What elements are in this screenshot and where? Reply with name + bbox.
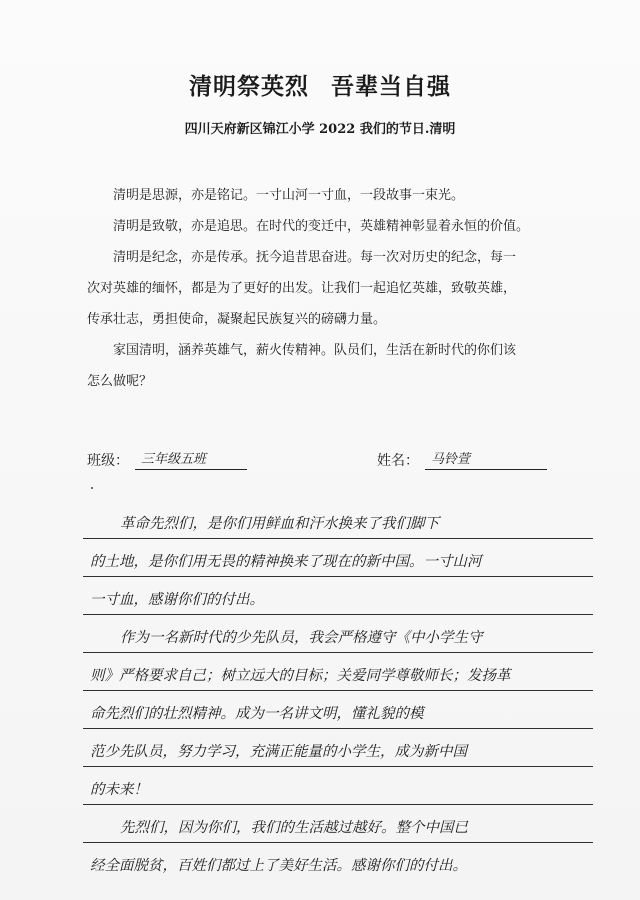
essay-line-1: 革命先烈们，是你们用鲜血和汗水换来了我们脚下 — [120, 516, 439, 532]
intro-paragraph-2: 清明是致敬，亦是追思。在时代的变迁中，英雄精神彰显着永恒的价值。 — [113, 219, 530, 234]
name-label: 姓名： — [377, 453, 419, 469]
class-value: 三年级五班 — [135, 451, 247, 470]
title-part-2: 吾辈当自强 — [331, 74, 451, 100]
page-title — [0, 68, 640, 101]
intro-paragraph-3-line-3: 传承壮志，勇担使命，凝聚起民族复兴的磅礴力量。 — [87, 312, 387, 327]
essay-line-2: 的土地，是你们用无畏的精神换来了现在的新中国。一寸山河 — [90, 554, 482, 570]
intro-paragraph-3-line-1: 清明是纪念，亦是传承。抚今追昔思奋进。每一次对历史的纪念，每一 — [113, 250, 517, 265]
essay-line-4: 作为一名新时代的少先队员，我会严格遵守《中小学生守 — [120, 630, 483, 646]
page-subtitle: 四川天府新区锦江小学 2022 我们的节日.清明 — [184, 122, 456, 137]
essay-line-9: 先烈们，因为你们，我们的生活越过越好。整个中国已 — [120, 820, 468, 836]
class-label: 班级： — [87, 453, 129, 469]
intro-paragraph-4-line-1: 家国清明，涵养英雄气，薪火传精神。队员们，生活在新时代的你们该 — [113, 343, 517, 358]
name-value: 马铃萱 — [425, 451, 547, 470]
intro-text — [87, 180, 587, 397]
essay-line-7: 范少先队员，努力学习，充满正能量的小学生，成为新中国 — [90, 744, 467, 760]
class-field — [87, 450, 247, 470]
essay-line-6: 命先烈们的壮烈精神。成为一名讲文明，懂礼貌的模 — [90, 706, 424, 722]
title-part-1: 清明祭英烈 — [189, 74, 309, 100]
essay-line-3: 一寸血，感谢你们的付出。 — [90, 592, 264, 608]
name-field — [377, 450, 547, 470]
pen-mark — [91, 487, 93, 489]
intro-paragraph-3-line-2: 次对英雄的缅怀，都是为了更好的出发。让我们一起追忆英雄，致敬英雄， — [87, 281, 517, 296]
intro-paragraph-1: 清明是思源，亦是铭记。一寸山河一寸血，一段故事一束光。 — [113, 188, 465, 203]
essay-line-8: 的未来！ — [90, 782, 148, 798]
essay-line-5: 则》严格要求自己；树立远大的目标；关爱同学尊敬师长；发扬革 — [90, 668, 511, 684]
student-info — [87, 450, 557, 480]
essay-line-10: 经全面脱贫，百姓们都过上了美好生活。感谢你们的付出。 — [90, 858, 467, 874]
intro-paragraph-4-line-2: 怎么做呢？ — [87, 374, 153, 389]
